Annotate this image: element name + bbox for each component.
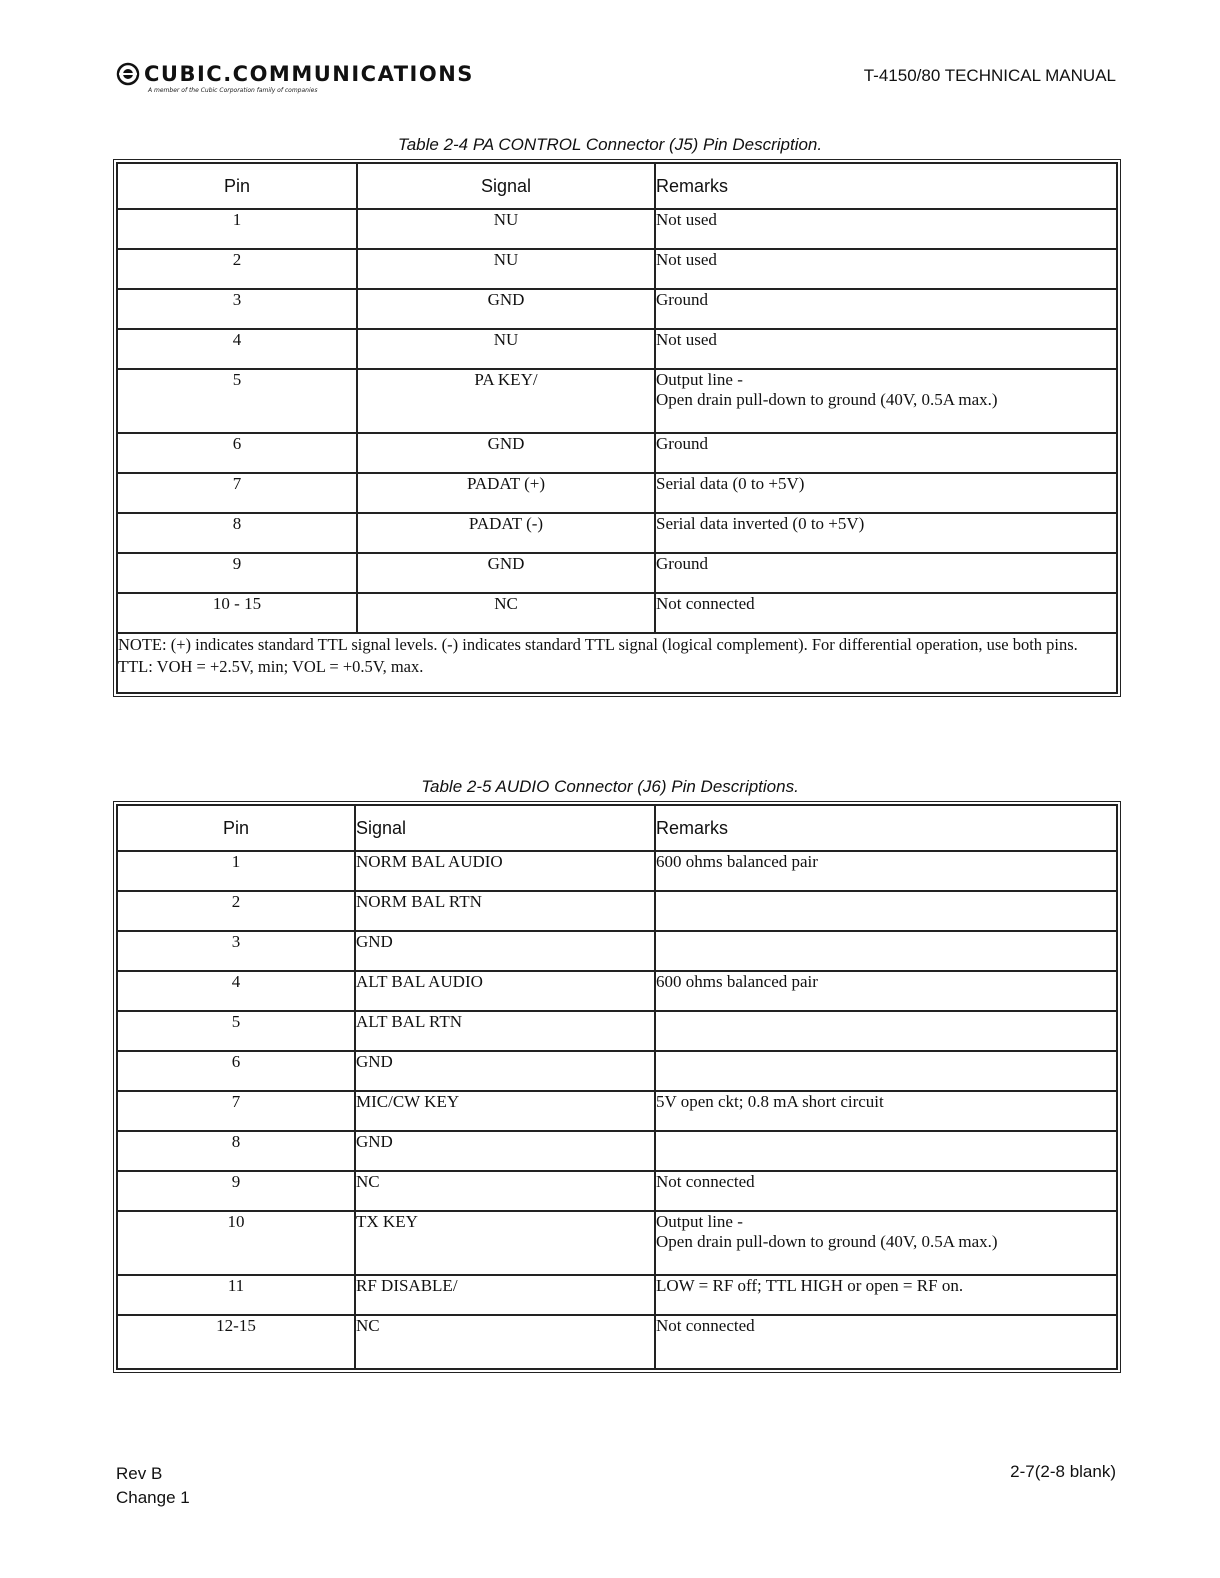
signal-cell: NC: [357, 593, 655, 633]
signal-cell: TX KEY: [355, 1211, 655, 1275]
table-row: [117, 249, 1117, 289]
table-row: [117, 1211, 1117, 1275]
remarks-cell: Output line - Open drain pull-down to ground (40V, 0.5A max.): [655, 369, 1117, 433]
remarks-cell: [655, 931, 1117, 971]
signal-cell: GND: [355, 931, 655, 971]
manual-title: T-4150/80 TECHNICAL MANUAL: [863, 66, 1116, 85]
remarks-cell: Not connected: [655, 1315, 1117, 1369]
table-row: [117, 553, 1117, 593]
signal-cell: NU: [357, 329, 655, 369]
pin-cell: 1: [117, 851, 355, 891]
table-row: [117, 891, 1117, 931]
brand-tagline: A member of the Cubic Corporation family of companies: [148, 87, 318, 94]
logo-row: [116, 62, 474, 86]
pin-cell: 10 - 15: [117, 593, 357, 633]
remarks-cell: [655, 1011, 1117, 1051]
signal-cell: RF DISABLE/: [355, 1275, 655, 1315]
signal-cell: ALT BAL AUDIO: [355, 971, 655, 1011]
pin-cell: 5: [117, 369, 357, 433]
table-row: [117, 1315, 1117, 1369]
remarks-cell: 600 ohms balanced pair: [655, 851, 1117, 891]
signal-cell: NORM BAL RTN: [355, 891, 655, 931]
remarks-cell: Not connected: [655, 593, 1117, 633]
table1-note: NOTE: (+) indicates standard TTL signal levels. (-) indicates standard TTL signal (logical complement). For differential operation, use both pins. TTL: VOH = +2.5V, min; VOL = +0.5V, max.: [117, 633, 1117, 693]
pin-cell: 9: [117, 1171, 355, 1211]
table2-header-row: [117, 805, 1117, 851]
pin-cell: 6: [117, 1051, 355, 1091]
signal-cell: NU: [357, 209, 655, 249]
pin-cell: 4: [117, 329, 357, 369]
signal-cell: GND: [355, 1131, 655, 1171]
pin-cell: 12-15: [117, 1315, 355, 1369]
table-row: [117, 433, 1117, 473]
signal-cell: GND: [357, 553, 655, 593]
table-row: [117, 1051, 1117, 1091]
table1-header-pin: Pin: [117, 163, 357, 209]
revision-info: [116, 1462, 190, 1510]
table-row: [117, 593, 1117, 633]
table2-header-signal: Signal: [355, 805, 655, 851]
table-row: [117, 1275, 1117, 1315]
change-label: Change 1: [116, 1488, 190, 1507]
table2-caption: Table 2-5 AUDIO Connector (J6) Pin Descriptions.: [421, 777, 799, 796]
note-row: [117, 633, 1117, 693]
pin-cell: 2: [117, 249, 357, 289]
signal-cell: PA KEY/: [357, 369, 655, 433]
table1-header-row: [117, 163, 1117, 209]
remarks-cell: Ground: [655, 433, 1117, 473]
remarks-cell: Serial data inverted (0 to +5V): [655, 513, 1117, 553]
signal-cell: NC: [355, 1171, 655, 1211]
table-row: [117, 369, 1117, 433]
pin-cell: 7: [117, 1091, 355, 1131]
remarks-cell: 5V open ckt; 0.8 mA short circuit: [655, 1091, 1117, 1131]
pin-cell: 3: [117, 931, 355, 971]
signal-cell: GND: [355, 1051, 655, 1091]
signal-cell: NORM BAL AUDIO: [355, 851, 655, 891]
table-row: [117, 971, 1117, 1011]
remarks-cell: [655, 1051, 1117, 1091]
brand-name: CUBIC.COMMUNICATIONS: [144, 62, 474, 86]
audio-connector-table: [116, 804, 1118, 1370]
remarks-cell: [655, 1131, 1117, 1171]
table1-header-remarks: Remarks: [655, 163, 1117, 209]
cubic-logo-icon: [116, 62, 140, 86]
signal-cell: MIC/CW KEY: [355, 1091, 655, 1131]
signal-cell: GND: [357, 289, 655, 329]
remarks-cell: Serial data (0 to +5V): [655, 473, 1117, 513]
table-row: [117, 289, 1117, 329]
table-row: [117, 931, 1117, 971]
remarks-cell: Not used: [655, 249, 1117, 289]
table-row: [117, 329, 1117, 369]
signal-cell: PADAT (-): [357, 513, 655, 553]
table1-header-signal: Signal: [357, 163, 655, 209]
signal-cell: GND: [357, 433, 655, 473]
table-row: [117, 1171, 1117, 1211]
remarks-cell: Not connected: [655, 1171, 1117, 1211]
revision-label: Rev B: [116, 1464, 163, 1483]
remarks-cell: [655, 891, 1117, 931]
pin-cell: 9: [117, 553, 357, 593]
table-row: [117, 513, 1117, 553]
table-row: [117, 1131, 1117, 1171]
remarks-cell: Not used: [655, 209, 1117, 249]
table2-header-remarks: Remarks: [655, 805, 1117, 851]
pin-cell: 10: [117, 1211, 355, 1275]
remarks-cell: Not used: [655, 329, 1117, 369]
pin-cell: 7: [117, 473, 357, 513]
pin-cell: 1: [117, 209, 357, 249]
remarks-cell: Ground: [655, 553, 1117, 593]
pin-cell: 11: [117, 1275, 355, 1315]
pin-cell: 3: [117, 289, 357, 329]
pa-control-table: [116, 162, 1118, 694]
table-row: [117, 473, 1117, 513]
table-row: [117, 851, 1117, 891]
table2-header-pin: Pin: [117, 805, 355, 851]
remarks-cell: Ground: [655, 289, 1117, 329]
signal-cell: ALT BAL RTN: [355, 1011, 655, 1051]
pin-cell: 8: [117, 1131, 355, 1171]
pin-cell: 5: [117, 1011, 355, 1051]
remarks-cell: Output line - Open drain pull-down to ground (40V, 0.5A max.): [655, 1211, 1117, 1275]
table1-caption: Table 2-4 PA CONTROL Connector (J5) Pin Description.: [397, 135, 823, 154]
pin-cell: 6: [117, 433, 357, 473]
signal-cell: NU: [357, 249, 655, 289]
pin-cell: 2: [117, 891, 355, 931]
remarks-cell: LOW = RF off; TTL HIGH or open = RF on.: [655, 1275, 1117, 1315]
table-row: [117, 1011, 1117, 1051]
remarks-cell: 600 ohms balanced pair: [655, 971, 1117, 1011]
signal-cell: NC: [355, 1315, 655, 1369]
table-row: [117, 209, 1117, 249]
pin-cell: 8: [117, 513, 357, 553]
page-number: 2-7(2-8 blank): [1010, 1462, 1116, 1481]
company-header: [116, 62, 474, 94]
table-row: [117, 1091, 1117, 1131]
signal-cell: PADAT (+): [357, 473, 655, 513]
pin-cell: 4: [117, 971, 355, 1011]
